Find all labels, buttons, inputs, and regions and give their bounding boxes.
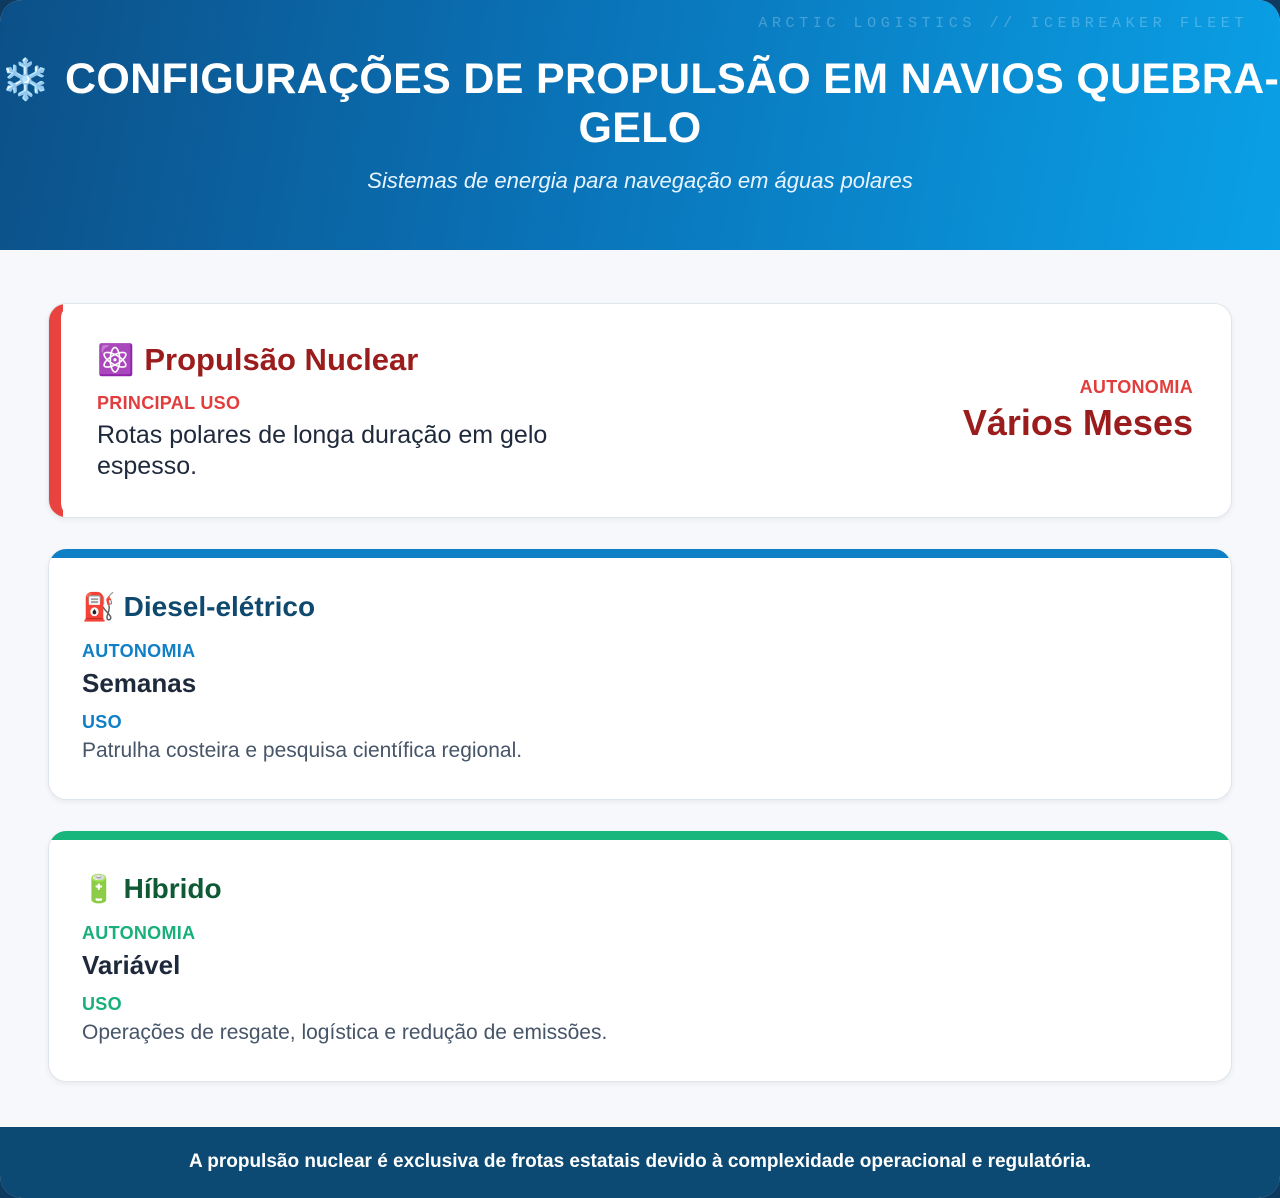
page-title <box>0 55 1280 152</box>
autonomy-value: Semanas <box>82 668 197 698</box>
footer-banner <box>0 1127 1280 1198</box>
footer-note: A propulsão nuclear é exclusiva de frotas estatais devido à complexidade operacional e regulatória. <box>188 1151 1092 1172</box>
card-accent-bar <box>49 831 1231 840</box>
card-nuclear <box>48 303 1232 518</box>
fuel-pump-icon: ⛽ <box>82 592 116 622</box>
use-label: USO <box>82 712 122 732</box>
card-title <box>82 873 222 905</box>
card-title-text: Diesel-elétrico <box>123 591 316 622</box>
page-subtitle: Sistemas de energia para navegação em águas polares <box>367 168 913 193</box>
card-accent-bar <box>49 549 1231 558</box>
card-diesel <box>48 549 1232 800</box>
page-title-text: CONFIGURAÇÕES DE PROPULSÃO EM NAVIOS QUEBRA-GELO <box>65 55 1280 152</box>
autonomy-label: AUTONOMIA <box>82 923 196 943</box>
battery-icon: 🔋 <box>82 874 116 904</box>
card-title <box>82 591 315 623</box>
card-title-text: Híbrido <box>123 873 222 904</box>
use-text: Rotas polares de longa duração em gelo espesso. <box>97 421 548 480</box>
autonomy-label: AUTONOMIA <box>1079 377 1193 397</box>
use-text: Patrulha costeira e pesquisa científica regional. <box>82 739 523 762</box>
snowflake-icon: ❄️ <box>0 58 51 102</box>
watermark: ARCTIC LOGISTICS // ICEBREAKER FLEET <box>758 15 1248 32</box>
header-banner <box>0 0 1280 250</box>
card-title-text: Propulsão Nuclear <box>144 342 419 377</box>
use-label: PRINCIPAL USO <box>97 393 241 413</box>
atom-icon: ⚛️ <box>97 344 135 377</box>
autonomy-value: Vários Meses <box>962 402 1193 443</box>
card-title <box>97 342 418 378</box>
autonomy-label: AUTONOMIA <box>82 641 196 661</box>
card-hybrid <box>48 831 1232 1082</box>
autonomy-value: Variável <box>82 950 181 980</box>
use-text: Operações de resgate, logística e redução de emissões. <box>82 1021 608 1044</box>
use-label: USO <box>82 994 122 1014</box>
